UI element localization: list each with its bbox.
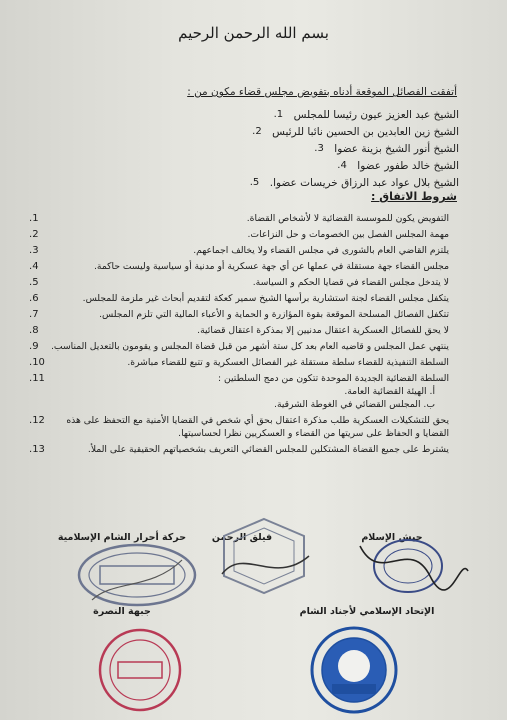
bismillah-heading: بسم الله الرحمن الرحيم	[178, 24, 329, 42]
condition-item	[29, 308, 449, 321]
signatory-ittihad: الإتحاد الإسلامي لأجناد الشام	[299, 606, 435, 617]
condition-text: مجلس القضاء جهة مستقلة في عملها عن أي جهة عسكرية أو مدنية أو سياسية وليست حاكمة.	[93, 261, 449, 272]
ahrar-stamp	[72, 540, 202, 610]
member-text: الشيخ أنور الشيخ بزينة عضوا	[334, 143, 459, 155]
condition-item	[29, 443, 449, 456]
condition-item	[29, 276, 449, 289]
signatory-nusra: جبهة النصرة	[93, 606, 151, 617]
member-number: 5.	[249, 177, 260, 188]
condition-text: تتكفل الفصائل المسلحة الموقعة بقوة المؤازرة و الحماية و الأعباء المالية التي تلزم المجلس.	[99, 309, 449, 320]
member-text: الشيخ عبد العزيز عيون رئيسا للمجلس	[293, 109, 459, 121]
condition-number: 11.	[29, 373, 45, 384]
member-item	[39, 142, 459, 159]
condition-item	[29, 292, 449, 305]
condition-number: 12.	[29, 415, 45, 426]
members-list	[39, 108, 459, 193]
condition-text: مهمة المجلس الفصل بين الخصومات و حل النزاعات.	[247, 229, 449, 240]
condition-number: 9.	[29, 341, 39, 352]
condition-item	[29, 212, 449, 225]
condition-text: السلطة القضائية الجديدة الموحدة تتكون من دمج السلطتين :	[218, 373, 449, 384]
condition-item	[29, 414, 449, 440]
condition-number: 13.	[29, 444, 45, 455]
conditions-title: شروط الاتفاق :	[371, 190, 457, 203]
condition-text: التفويض يكون للموسسة القضائية لا لأشخاص القضاة.	[246, 213, 449, 224]
conditions-list	[29, 212, 449, 459]
member-number: 1.	[273, 109, 284, 120]
condition-item	[29, 340, 449, 353]
condition-text: لا يحق للفصائل العسكرية اعتقال مدنيين إلا بمذكرة اعتقال قضائية.	[197, 325, 449, 336]
nusra-stamp	[92, 624, 188, 714]
condition-text: يتكفل مجلس القضاء لجنة استشارية برأسها الشيخ سمير كعكة لتقديم أبحاث غير ملزمة للمجلس.	[82, 293, 449, 304]
condition-number: 3.	[29, 245, 39, 256]
condition-number: 8.	[29, 325, 39, 336]
signatory-faylaq: فيلق الرحمن	[211, 532, 273, 543]
condition-text: السلطة التنفيذية للقضاء سلطة مستقلة غير الفصائل العسكرية و تتبع للقضاء مباشرة.	[127, 357, 449, 368]
member-text: الشيخ بلال عواد عبد الرزاق خريسات عضوا.	[269, 177, 459, 189]
condition-subitem: أ. الهيئة القضائية العامة.	[344, 386, 435, 397]
member-number: 3.	[314, 143, 324, 154]
condition-number: 4.	[29, 261, 39, 272]
condition-number: 7.	[29, 309, 39, 320]
condition-text: يحق للتشكيلات العسكرية طلب مذكرة اعتقال بحق أي شخص في القضايا الأمنية مع التحفظ على هذه القضايا و الحفاظ على سريتها من القضاء و العسكريين نظرا لحساسيتها.	[66, 415, 449, 439]
condition-text: يشترط على جميع القضاة المشتكلين للمجلس القضائي التعريف بشخصياتهم الحقيقية على الملأ.	[87, 444, 449, 455]
condition-number: 2.	[29, 229, 39, 240]
condition-item	[29, 244, 449, 257]
faylaq-stamp	[214, 516, 314, 596]
signatory-jaysh: جيش الإسلام	[361, 532, 423, 543]
member-number: 2.	[252, 126, 262, 137]
condition-text: لا يتدخل مجلس القضاء في قضايا الحكم و السياسة.	[252, 277, 449, 288]
member-text: الشيخ زين العابدين بن الحسين نائبا للرئيس	[272, 126, 459, 138]
signatory-ahrar: حركة أحرار الشام الإسلامية	[57, 532, 187, 543]
condition-number: 1.	[29, 213, 39, 224]
member-item	[39, 108, 459, 125]
condition-subitem: ب. المجلس القضائي في الغوطة الشرقية.	[274, 399, 435, 410]
jaysh-stamp	[350, 526, 470, 596]
member-text: الشيخ خالد طفور عضوا	[357, 160, 459, 172]
condition-number: 5.	[29, 277, 39, 288]
condition-text: يلتزم القاضي العام بالشورى في مجلس القضاء ولا يخالف اجماعهم.	[193, 245, 449, 256]
member-item	[39, 159, 459, 176]
condition-number: 10.	[29, 357, 45, 368]
condition-item	[29, 324, 449, 337]
member-item	[39, 125, 459, 142]
member-number: 4.	[337, 160, 347, 171]
ittihad-stamp	[306, 622, 402, 718]
intro-text: أتفقت الفصائل الموقعة أدناه بتفويض مجلس قضاء مكون من :	[187, 86, 457, 98]
condition-item	[29, 260, 449, 273]
condition-text: ينتهي عمل المجلس و قاضيه العام بعد كل ستة أشهر من قبل قضاة المجلس و يقومون بالتعديل المناسب.	[51, 341, 449, 352]
condition-item	[29, 372, 449, 411]
condition-number: 6.	[29, 293, 39, 304]
condition-item	[29, 356, 449, 369]
condition-item	[29, 228, 449, 241]
